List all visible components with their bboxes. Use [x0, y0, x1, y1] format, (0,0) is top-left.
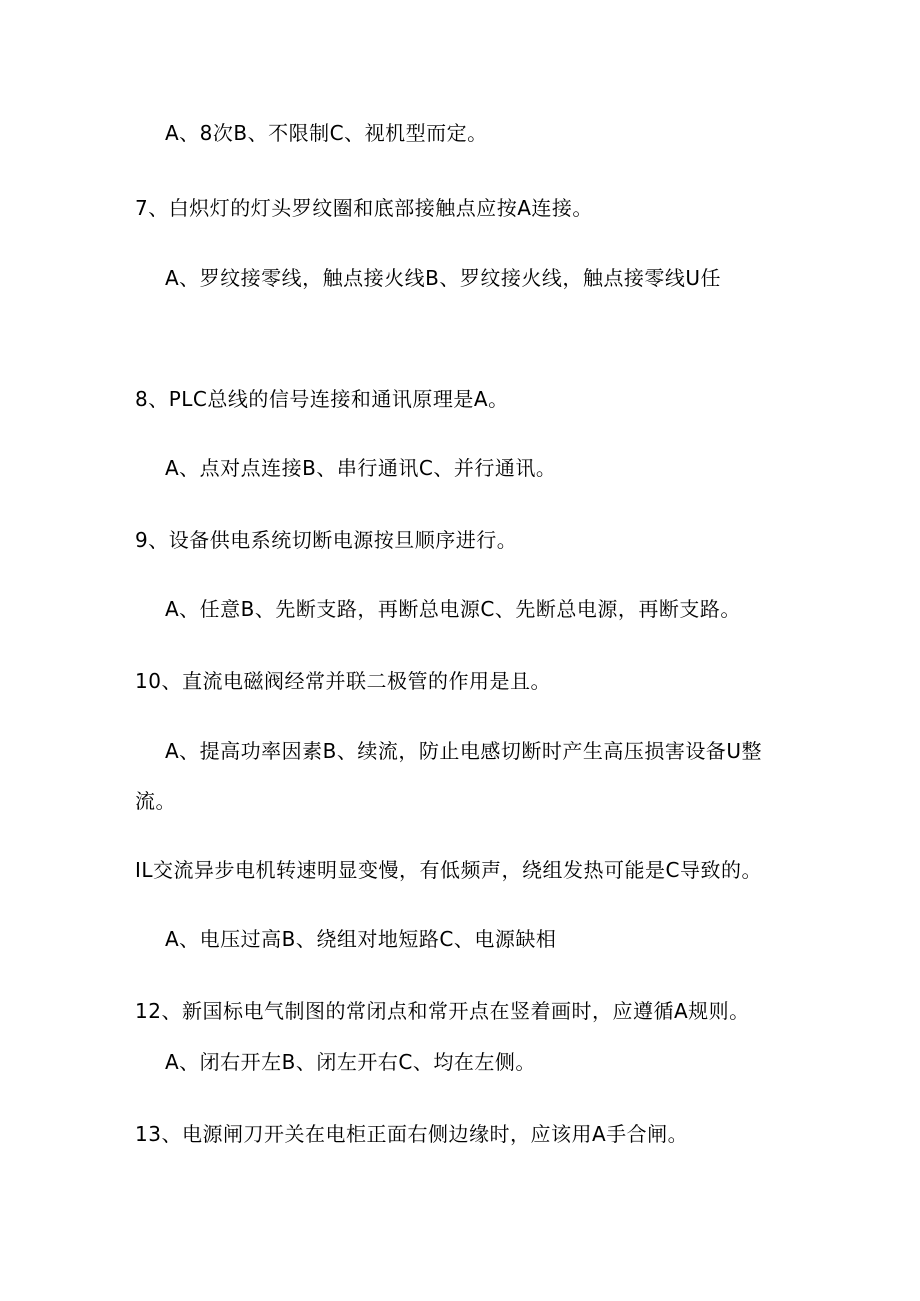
- q8-options: A、点对点连接B、串行通讯C、并行通讯。: [165, 456, 557, 480]
- q11-question: IL交流异步电机转速明显变慢，有低频声，绕组发热可能是C导致的。: [135, 858, 763, 882]
- q9-question: 9、设备供电系统切断电源按旦顺序进行。: [135, 528, 518, 552]
- q11-options: A、电压过高B、绕组对地短路C、电源缺相: [165, 927, 557, 951]
- q6-options: A、8次B、不限制C、视机型而定。: [165, 121, 488, 145]
- q10-question: 10、直流电磁阀经常并联二极管的作用是且。: [135, 669, 551, 693]
- q8-question: 8、PLC总线的信号连接和通讯原理是A。: [135, 387, 509, 411]
- q7-options: A、罗纹接零线，触点接火线B、罗纹接火线，触点接零线U任: [165, 266, 722, 290]
- q9-options: A、任意B、先断支路，再断总电源C、先断总电源，再断支路。: [165, 597, 741, 621]
- q13-question: 13、电源闸刀开关在电柜正面右侧边缘时，应该用A手合闸。: [135, 1122, 689, 1146]
- q12-question: 12、新国标电气制图的常闭点和常开点在竖着画时，应遵循A规则。: [135, 999, 750, 1023]
- q7-question: 7、白炽灯的灯头罗纹圈和底部接触点应按A连接。: [135, 196, 593, 220]
- q10-options: A、提高功率因素B、续流，防止电感切断时产生高压损害设备U整: [165, 739, 763, 763]
- q10-options-continued: 流。: [135, 789, 176, 813]
- q12-options: A、闭右开左B、闭左开右C、均在左侧。: [165, 1050, 536, 1074]
